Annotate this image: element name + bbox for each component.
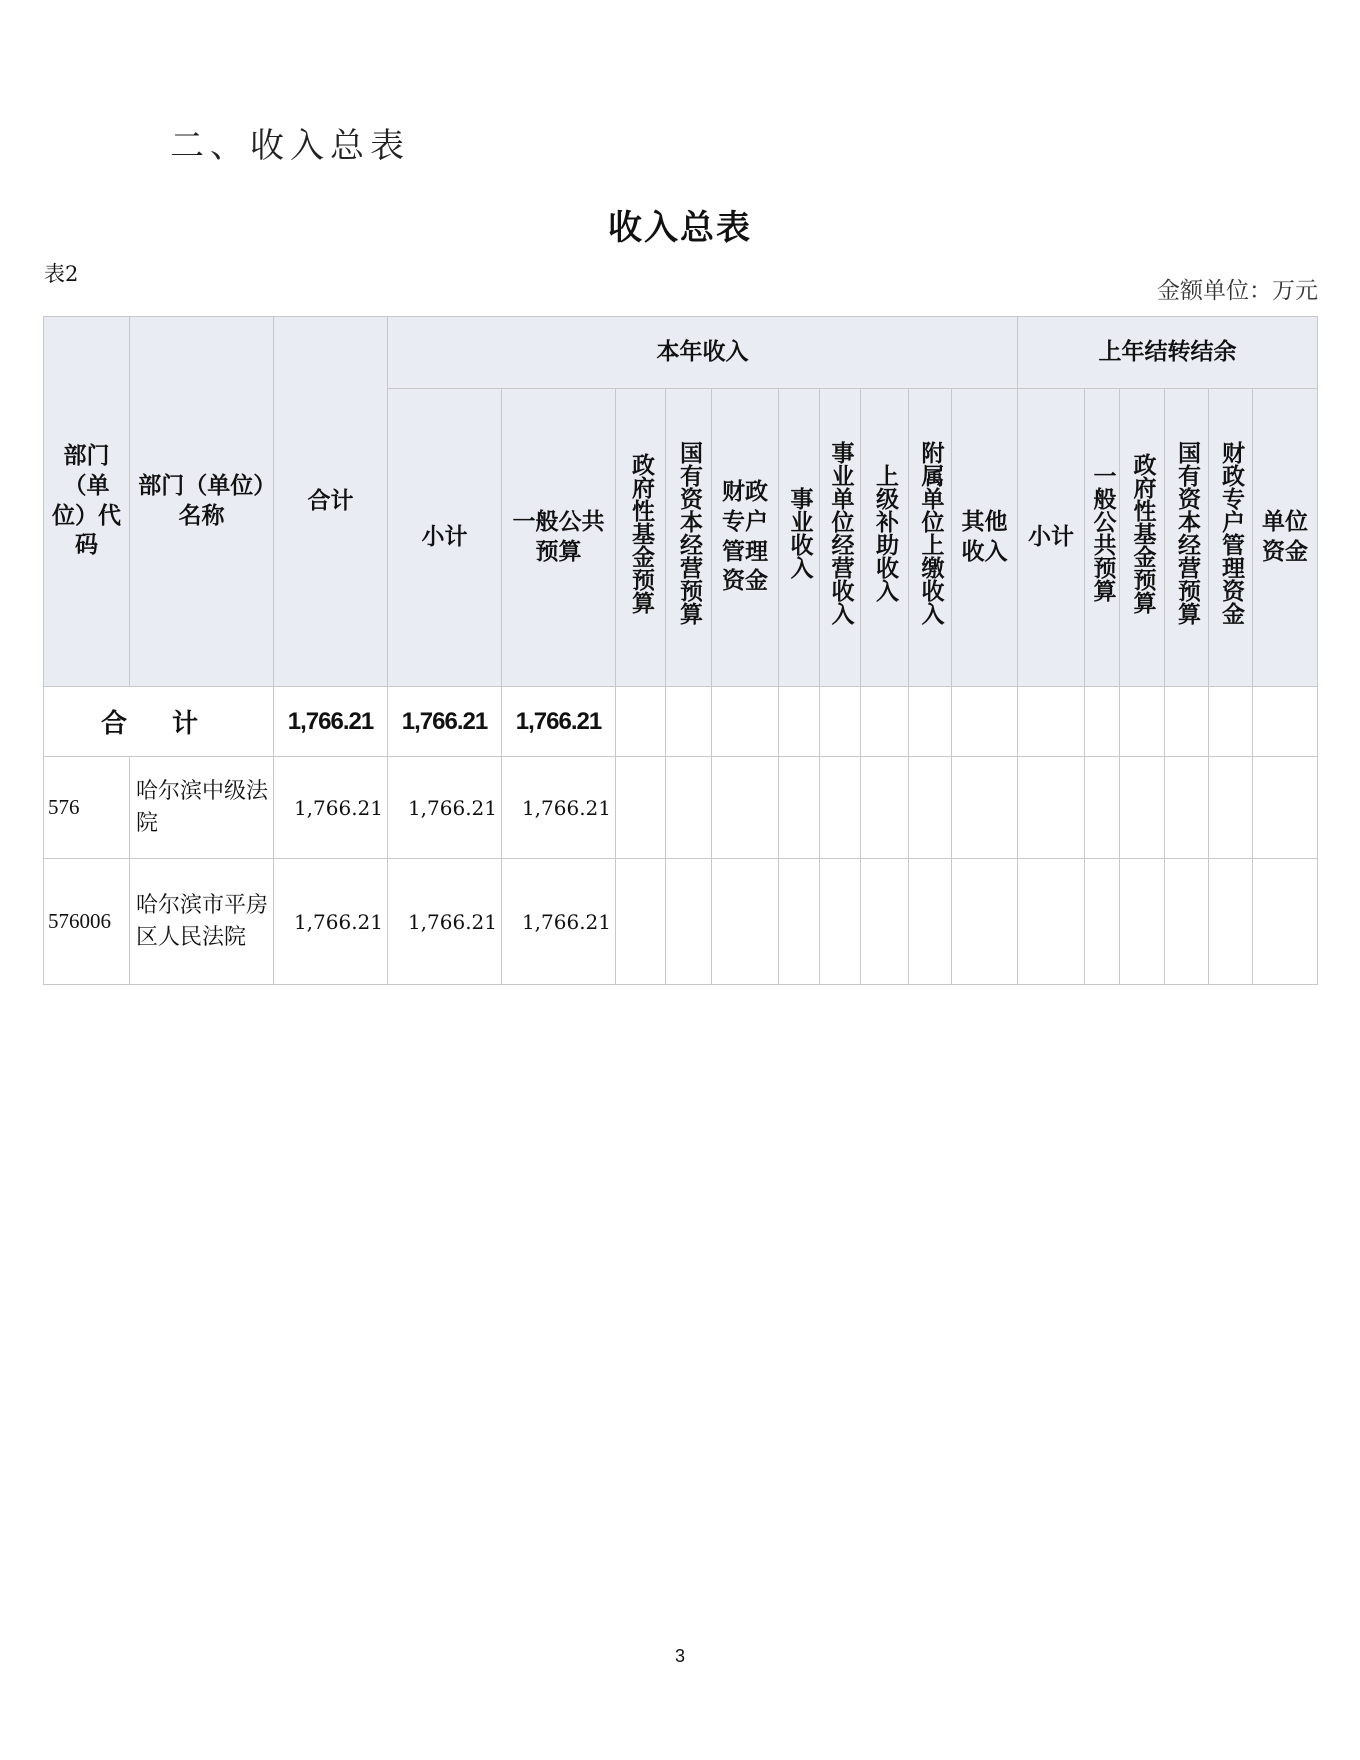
empty-cell	[820, 687, 861, 757]
empty-cell	[1120, 859, 1165, 985]
empty-cell	[1085, 757, 1120, 859]
row-name: 哈尔滨市平房区人民法院	[130, 859, 274, 985]
empty-cell	[1018, 757, 1085, 859]
empty-cell	[1120, 757, 1165, 859]
header-carryover-state-capital-text: 国有资本经营预算	[1174, 441, 1200, 626]
header-current-business-unit-operating-text: 事业单位经营收入	[827, 441, 854, 626]
row-total: 1,766.21	[274, 859, 388, 985]
empty-cell	[1253, 859, 1318, 985]
empty-cell	[1165, 757, 1209, 859]
empty-cell	[1085, 859, 1120, 985]
empty-cell	[1253, 757, 1318, 859]
empty-cell	[712, 859, 779, 985]
empty-cell	[712, 687, 779, 757]
table-title: 收入总表	[608, 208, 752, 248]
header-dept-code	[44, 317, 130, 687]
empty-cell	[1165, 687, 1209, 757]
header-carryover-general-budget-text: 一般公共预算	[1089, 464, 1116, 603]
total-row-general-budget: 1,766.21	[502, 687, 616, 757]
total-row-subtotal: 1,766.21	[388, 687, 502, 757]
header-current-gov-fund-text: 政府性基金预算	[628, 452, 654, 614]
section-heading: 二、收入总表	[170, 126, 410, 166]
total-row	[44, 687, 1318, 757]
header-current-other-income	[952, 389, 1018, 687]
header-dept-name	[130, 317, 274, 687]
header-carryover-group: 上年结转结余	[1018, 317, 1318, 389]
header-current-year-group: 本年收入	[388, 317, 1018, 389]
row-code: 576006	[44, 859, 130, 985]
header-current-subtotal: 小计	[388, 389, 502, 687]
empty-cell	[779, 859, 820, 985]
empty-cell	[1120, 687, 1165, 757]
header-carryover-unit-funds	[1253, 389, 1318, 687]
header-current-fiscal-special	[712, 389, 779, 687]
empty-cell	[861, 687, 909, 757]
empty-cell	[1018, 687, 1085, 757]
empty-cell	[1209, 757, 1253, 859]
empty-cell	[952, 687, 1018, 757]
total-row-label: 合 计	[44, 687, 274, 757]
header-current-state-capital	[666, 389, 712, 687]
row-total: 1,766.21	[274, 757, 388, 859]
header-current-superior-subsidy-text: 上级补助收入	[872, 464, 898, 603]
header-current-business-income-text: 事业收入	[786, 487, 813, 580]
table-row	[44, 859, 1318, 985]
header-current-general-budget-text: 一般公共预算	[512, 508, 605, 565]
header-dept-name-text: 部门（单位）名称	[138, 472, 265, 529]
empty-cell	[820, 859, 861, 985]
empty-cell	[666, 859, 712, 985]
header-dept-code-text: 部门（单位）代码	[52, 442, 121, 559]
total-row-total: 1,766.21	[274, 687, 388, 757]
empty-cell	[779, 757, 820, 859]
empty-cell	[909, 757, 952, 859]
income-summary-table	[43, 316, 1318, 985]
row-general-budget: 1,766.21	[502, 757, 616, 859]
header-total: 合计	[274, 317, 388, 687]
unit-label: 金额单位：万元	[1157, 278, 1318, 304]
header-current-fiscal-special-text: 财政专户管理资金	[722, 478, 768, 595]
header-carryover-unit-funds-text: 单位资金	[1262, 508, 1308, 565]
empty-cell	[861, 757, 909, 859]
empty-cell	[820, 757, 861, 859]
empty-cell	[909, 859, 952, 985]
empty-cell	[1165, 859, 1209, 985]
header-carryover-state-capital	[1165, 389, 1209, 687]
header-current-gov-fund	[616, 389, 666, 687]
row-subtotal: 1,766.21	[388, 859, 502, 985]
empty-cell	[1209, 859, 1253, 985]
empty-cell	[952, 859, 1018, 985]
table-number: 表2	[44, 262, 79, 286]
header-carryover-fiscal-special	[1209, 389, 1253, 687]
row-subtotal: 1,766.21	[388, 757, 502, 859]
row-name: 哈尔滨中级法院	[130, 757, 274, 859]
empty-cell	[616, 687, 666, 757]
empty-cell	[666, 757, 712, 859]
row-general-budget: 1,766.21	[502, 859, 616, 985]
header-carryover-fiscal-special-text: 财政专户管理资金	[1218, 441, 1244, 626]
empty-cell	[861, 859, 909, 985]
empty-cell	[616, 859, 666, 985]
empty-cell	[666, 687, 712, 757]
row-code: 576	[44, 757, 130, 859]
page-number: 3	[674, 1646, 685, 1666]
table-row	[44, 757, 1318, 859]
header-carryover-gov-fund	[1120, 389, 1165, 687]
header-current-affiliated-payment	[909, 389, 952, 687]
header-carryover-gov-fund-text: 政府性基金预算	[1129, 452, 1156, 614]
empty-cell	[1253, 687, 1318, 757]
header-carryover-general-budget	[1085, 389, 1120, 687]
header-carryover-subtotal: 小计	[1018, 389, 1085, 687]
empty-cell	[1085, 687, 1120, 757]
header-current-business-unit-operating	[820, 389, 861, 687]
empty-cell	[1018, 859, 1085, 985]
header-current-affiliated-payment-text: 附属单位上缴收入	[917, 441, 944, 626]
header-current-general-budget	[502, 389, 616, 687]
empty-cell	[616, 757, 666, 859]
empty-cell	[779, 687, 820, 757]
empty-cell	[712, 757, 779, 859]
empty-cell	[1209, 687, 1253, 757]
header-current-state-capital-text: 国有资本经营预算	[676, 441, 702, 626]
header-current-other-income-text: 其他收入	[961, 508, 1008, 565]
empty-cell	[909, 687, 952, 757]
empty-cell	[952, 757, 1018, 859]
header-current-superior-subsidy	[861, 389, 909, 687]
header-current-business-income	[779, 389, 820, 687]
